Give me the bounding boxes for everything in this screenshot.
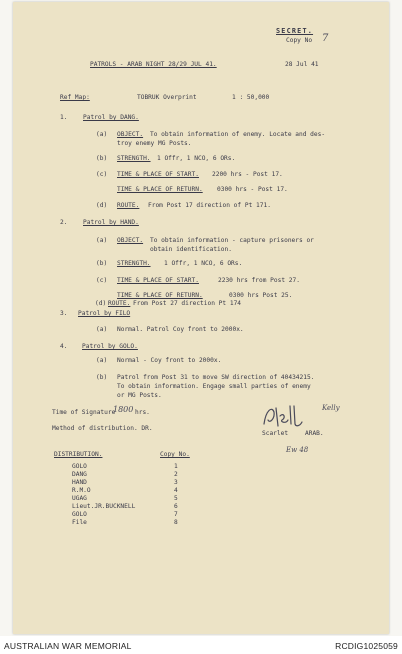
distribution-name: R.M.O <box>72 487 91 494</box>
signature-scribble <box>256 402 328 432</box>
copy-number-heading: Copy No. <box>160 451 190 458</box>
distribution-copy: 1 <box>174 463 178 470</box>
patrol-1-number: 1. <box>60 114 68 121</box>
patrol-2-c-key: TIME & PLACE OF START. <box>117 277 199 284</box>
distribution-name: Lieut.JR.BUCKNELL <box>72 503 136 510</box>
patrol-1-d-label: (d) <box>96 202 108 209</box>
patrol-1-c2-text: 0300 hrs - Post 17. <box>217 186 288 193</box>
patrol-1-c2-key: TIME & PLACE OF RETURN. <box>117 186 203 193</box>
patrol-2-b-text: 1 Offr, 1 NCO, 6 ORs. <box>164 260 243 267</box>
patrol-4-number: 4. <box>60 343 68 350</box>
patrol-2-a-text: To obtain information - capture prisoners or <box>150 237 314 244</box>
patrol-2-a-text2: obtain identification. <box>150 246 232 253</box>
ref-map-label: Ref Map: <box>60 94 90 101</box>
distribution-name: GOLO <box>72 511 87 518</box>
patrol-1-d-key: ROUTE. <box>117 202 140 209</box>
distribution-name: UGAG <box>72 495 87 502</box>
patrol-4-a-label: (a) <box>96 357 108 364</box>
signature-scribble-text: Kelly <box>322 404 340 412</box>
document-date: 28 Jul 41 <box>285 61 319 68</box>
patrol-1-a-text: To obtain information of enemy. Locate and des- <box>150 131 326 138</box>
copy-number-handwritten: 7 <box>322 33 329 44</box>
patrol-4-b-text2: To obtain information. Engage small parties of enemy <box>117 383 311 390</box>
patrol-2-title: Patrol by HAND. <box>83 219 139 226</box>
patrol-1-title: Patrol by DANG. <box>83 114 139 121</box>
copy-number-label: Copy No <box>286 37 313 44</box>
patrol-1-b-label: (b) <box>96 155 108 162</box>
distribution-copy: 4 <box>174 487 178 494</box>
distribution-method: Method of distribution. DR. <box>52 425 153 432</box>
document-title: PATROLS - ARAB NIGHT 28/29 JUL 41. <box>90 61 217 68</box>
patrol-3-number: 3. <box>60 310 68 317</box>
ref-map-name: TOBRUK Overprint <box>137 94 197 101</box>
distribution-name: GOLO <box>72 463 87 470</box>
distribution-heading: DISTRIBUTION. <box>54 451 103 458</box>
patrol-2-d-key: ROUTE. <box>108 300 131 307</box>
time-of-signature-label: Time of Signature <box>52 409 116 416</box>
patrol-1-c-text: 2200 hrs - Post 17. <box>212 171 283 178</box>
initials-handwritten: Ew 48 <box>286 446 309 454</box>
patrol-4-b-text: Patrol from Post 31 to move SW direction of 40434215. <box>117 374 315 381</box>
patrol-1-a-text2: troy enemy MG Posts. <box>117 140 192 147</box>
patrol-2-c-text: 2230 hrs from Post 27. <box>218 277 300 284</box>
patrol-2-number: 2. <box>60 219 68 226</box>
patrol-4-a-text: Normal - Coy front to 2000x. <box>117 357 222 364</box>
patrol-2-b-label: (b) <box>96 260 108 267</box>
patrol-2-c2-key: TIME & PLACE OF RETURN. <box>117 292 203 299</box>
patrol-2-a-key: OBJECT. <box>117 237 144 244</box>
distribution-copy: 8 <box>174 519 178 526</box>
signer-unit: ARAB. <box>305 430 324 437</box>
archive-footer <box>0 636 402 654</box>
patrol-2-d-label: (d) <box>95 300 107 307</box>
distribution-copy: 2 <box>174 471 178 478</box>
distribution-copy: 7 <box>174 511 178 518</box>
ref-map-scale: 1 : 50,000 <box>232 94 270 101</box>
patrol-4-b-label: (b) <box>96 374 108 381</box>
time-of-signature-unit: hrs. <box>135 409 150 416</box>
distribution-name: HAND <box>72 479 87 486</box>
patrol-1-a-key: OBJECT. <box>117 131 144 138</box>
patrol-4-title: Patrol by GOLO. <box>82 343 138 350</box>
signer-name: Scarlet <box>262 430 289 437</box>
patrol-1-a-label: (a) <box>96 131 108 138</box>
patrol-1-c-label: (c) <box>96 171 108 178</box>
distribution-name: DANG <box>72 471 87 478</box>
classification-mark: SECRET. <box>276 27 314 35</box>
patrol-1-b-text: 1 Offr, 1 NCO, 6 ORs. <box>157 155 236 162</box>
patrol-3-title: Patrol by FILO <box>78 310 131 317</box>
patrol-3-a-label: (a) <box>96 326 108 333</box>
patrol-2-d-text: From Post 27 direction Pt 174 <box>133 300 242 307</box>
time-of-signature-value: 1800 <box>113 405 134 414</box>
patrol-1-b-key: STRENGTH. <box>117 155 151 162</box>
patrol-2-a-label: (a) <box>96 237 108 244</box>
patrol-1-c-key: TIME & PLACE OF START. <box>117 171 199 178</box>
distribution-copy: 6 <box>174 503 178 510</box>
footer-record-id: RCDIG1025059 <box>335 641 398 651</box>
distribution-copy: 5 <box>174 495 178 502</box>
patrol-1-d-text: From Post 17 direction of Pt 171. <box>148 202 271 209</box>
patrol-3-a-text: Normal. Patrol Coy front to 2000x. <box>117 326 244 333</box>
distribution-copy: 3 <box>174 479 178 486</box>
footer-institution: AUSTRALIAN WAR MEMORIAL <box>4 641 132 651</box>
patrol-4-b-text3: or MG Posts. <box>117 392 162 399</box>
patrol-2-c2-text: 0300 hrs Post 25. <box>229 292 293 299</box>
patrol-2-b-key: STRENGTH. <box>117 260 151 267</box>
distribution-name: File <box>72 519 87 526</box>
patrol-2-c-label: (c) <box>96 277 108 284</box>
